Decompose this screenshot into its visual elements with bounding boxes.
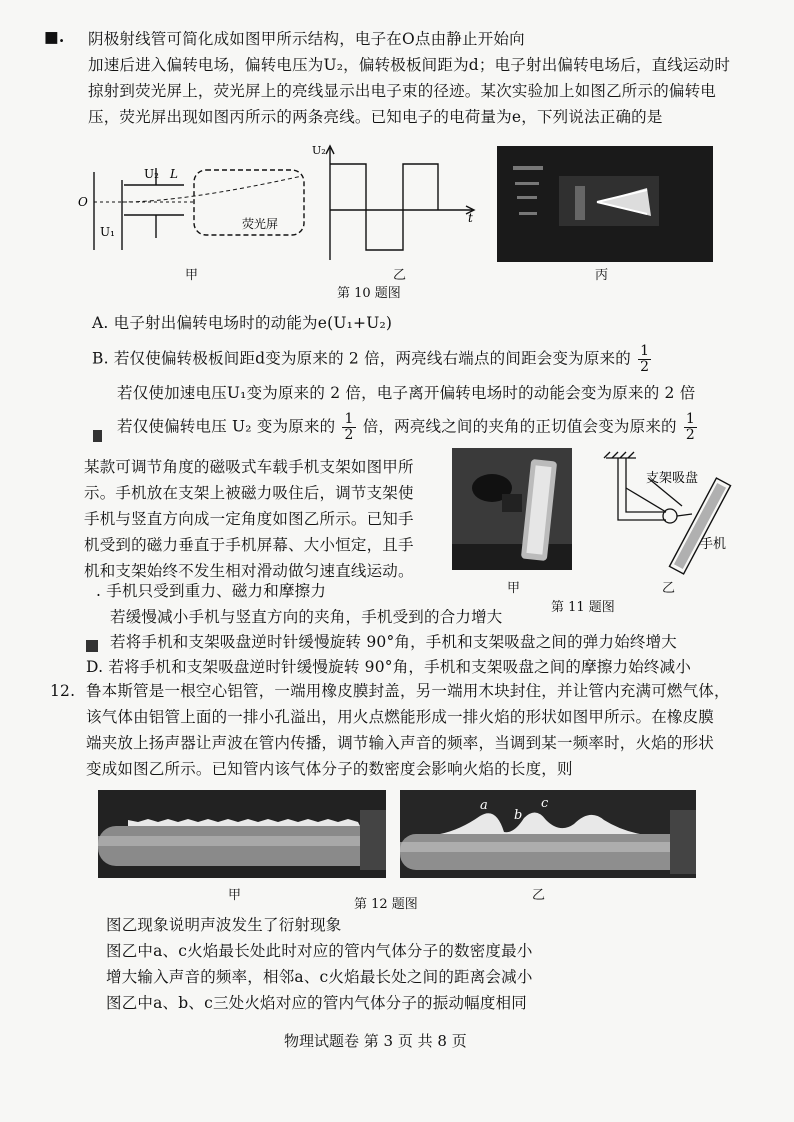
q11-figure-title: 第 11 题图 <box>551 600 615 615</box>
q12-jia-caption: 甲 <box>228 888 242 903</box>
q12-number: 12. <box>50 682 76 700</box>
fraction-one-half: $\frac{1}{2}$ <box>685 411 695 443</box>
q10-figure-jia <box>74 140 324 280</box>
q12-stem-line-3: 端夹放上扬声器让声波在管内传播，调节输入声音的频率，当调到某一频率时，火焰的形状 <box>86 734 715 752</box>
q12-yi-caption: 乙 <box>532 888 546 903</box>
q10-yi-caption: 乙 <box>393 268 407 283</box>
q10-option-d: 若仅使偏转电压 U₂ 变为原来的 $\frac{1}{2}$ 倍，两亮线之间的夹角的正切值会变为原来的 $\frac{1}{2}$ <box>117 411 695 443</box>
q11-option-d: D. 若将手机和支架吸盘逆时针缓慢旋转 90°角，手机和支架吸盘之间的摩擦力始终减小 <box>86 658 692 676</box>
q10-jia-L-label: L <box>170 167 178 181</box>
q12-option-d: 图乙中a、b、c三处火焰对应的管内气体分子的振动幅度相同 <box>106 994 527 1012</box>
q12-label-b: b <box>514 808 523 823</box>
q12-stem-line-4: 变成如图乙所示。已知管内该气体分子的数密度会影响火焰的长度，则 <box>86 760 573 778</box>
q12-stem-line-2: 该气体由铝管上面的一排小孔溢出，用火点燃能形成一排火焰的形状如图甲所示。在橡皮膜 <box>86 708 715 726</box>
q11-option-a: . 手机只受到重力、磁力和摩擦力 <box>96 582 327 600</box>
q10-option-b: B. 若仅使偏转极板间距d变为原来的 2 倍，两亮线右端点的间距会变为原来的 $\frac{1}{2}$ <box>92 343 650 375</box>
q12-figure-jia-photo <box>98 790 386 878</box>
q11-phone-label: 手机 <box>700 537 727 552</box>
q10-option-c: 若仅使加速电压U₁变为原来的 2 倍，电子离开偏转电场时的动能会变为原来的 2 倍 <box>117 384 696 402</box>
q11-stem-line-5: 机和支架始终不发生相对滑动做匀速直线运动。 <box>84 562 414 580</box>
scan-blot <box>86 640 98 652</box>
q11-option-c: 若将手机和支架吸盘逆时针缓慢旋转 90°角，手机和支架吸盘之间的弹力始终增大 <box>110 633 678 651</box>
q10-stem-line-3: 掠射到荧光屏上，荧光屏上的亮线显示出电子束的径迹。某次实验加上如图乙所示的偏转电 <box>88 82 717 100</box>
q10-yi-t-label: t <box>468 211 473 225</box>
q11-stem-line-2: 示。手机放在支架上被磁力吸住后，调节支架使 <box>84 484 414 502</box>
q12-option-c: 增大输入声音的频率，相邻a、c火焰最长处之间的距离会减小 <box>106 968 533 986</box>
q10-stem-line-1: 阴极射线管可简化成如图甲所示结构，电子在O点由静止开始向 <box>88 30 525 48</box>
q11-jia-caption: 甲 <box>507 581 521 596</box>
q10-option-a: A. 电子射出偏转电场时的动能为e(U₁+U₂) <box>92 314 393 332</box>
q10-bing-caption: 丙 <box>595 268 609 283</box>
q12-label-c: c <box>541 796 549 811</box>
q10-stem-line-2: 加速后进入偏转电场，偏转电压为U₂，偏转极板间距为d；电子射出偏转电场后，直线运动时 <box>88 56 731 74</box>
q12-option-a: 图乙现象说明声波发生了衍射现象 <box>106 916 342 934</box>
q10-jia-U2-label: U₂ <box>144 167 159 181</box>
q10-jia-U1-label: U₁ <box>100 225 115 239</box>
q10-number: ■. <box>44 27 65 46</box>
q10-figure-yi <box>308 140 483 270</box>
q11-yi-caption: 乙 <box>662 581 676 596</box>
q12-label-a: a <box>480 798 488 813</box>
q10-jia-O-label: O <box>78 195 88 209</box>
q11-stem-line-1: 某款可调节角度的磁吸式车载手机支架如图甲所 <box>84 458 414 476</box>
q11-stem-line-3: 手机与竖直方向成一定角度如图乙所示。已知手 <box>84 510 414 528</box>
q11-figure-yi <box>596 448 736 598</box>
q10-stem-line-4: 压，荧光屏出现如图丙所示的两条亮线。已知电子的电荷量为e，下列说法正确的是 <box>88 108 663 126</box>
fraction-one-half: $\frac{1}{2}$ <box>344 411 354 443</box>
q12-figure-yi-photo <box>400 790 696 878</box>
q12-stem-line-1: 鲁本斯管是一根空心铝管，一端用橡皮膜封盖，另一端用木块封住，并让管内充满可燃气体， <box>86 682 730 700</box>
q11-option-b: 若缓慢减小手机与竖直方向的夹角，手机受到的合力增大 <box>110 608 503 626</box>
q12-option-b: 图乙中a、c火焰最长处此时对应的管内气体分子的数密度最小 <box>106 942 533 960</box>
scan-blot <box>93 430 102 442</box>
q10-jia-screen-label: 荧光屏 <box>242 217 279 231</box>
q11-stem-line-4: 机受到的磁力垂直于手机屏幕、大小恒定，且手 <box>84 536 414 554</box>
q10-figure-bing-photo <box>497 146 713 262</box>
q11-sucker-label: 支架吸盘 <box>646 471 699 486</box>
q10-jia-caption: 甲 <box>185 268 199 283</box>
page-footer: 物理试题卷 第 3 页 共 8 页 <box>284 1032 467 1050</box>
q10-figure-title: 第 10 题图 <box>337 286 401 301</box>
q12-figure-title: 第 12 题图 <box>354 897 418 912</box>
q11-figure-jia-photo <box>452 448 572 570</box>
q10-yi-U2-label: U₂ <box>312 144 326 157</box>
fraction-one-half: $\frac{1}{2}$ <box>640 343 650 375</box>
